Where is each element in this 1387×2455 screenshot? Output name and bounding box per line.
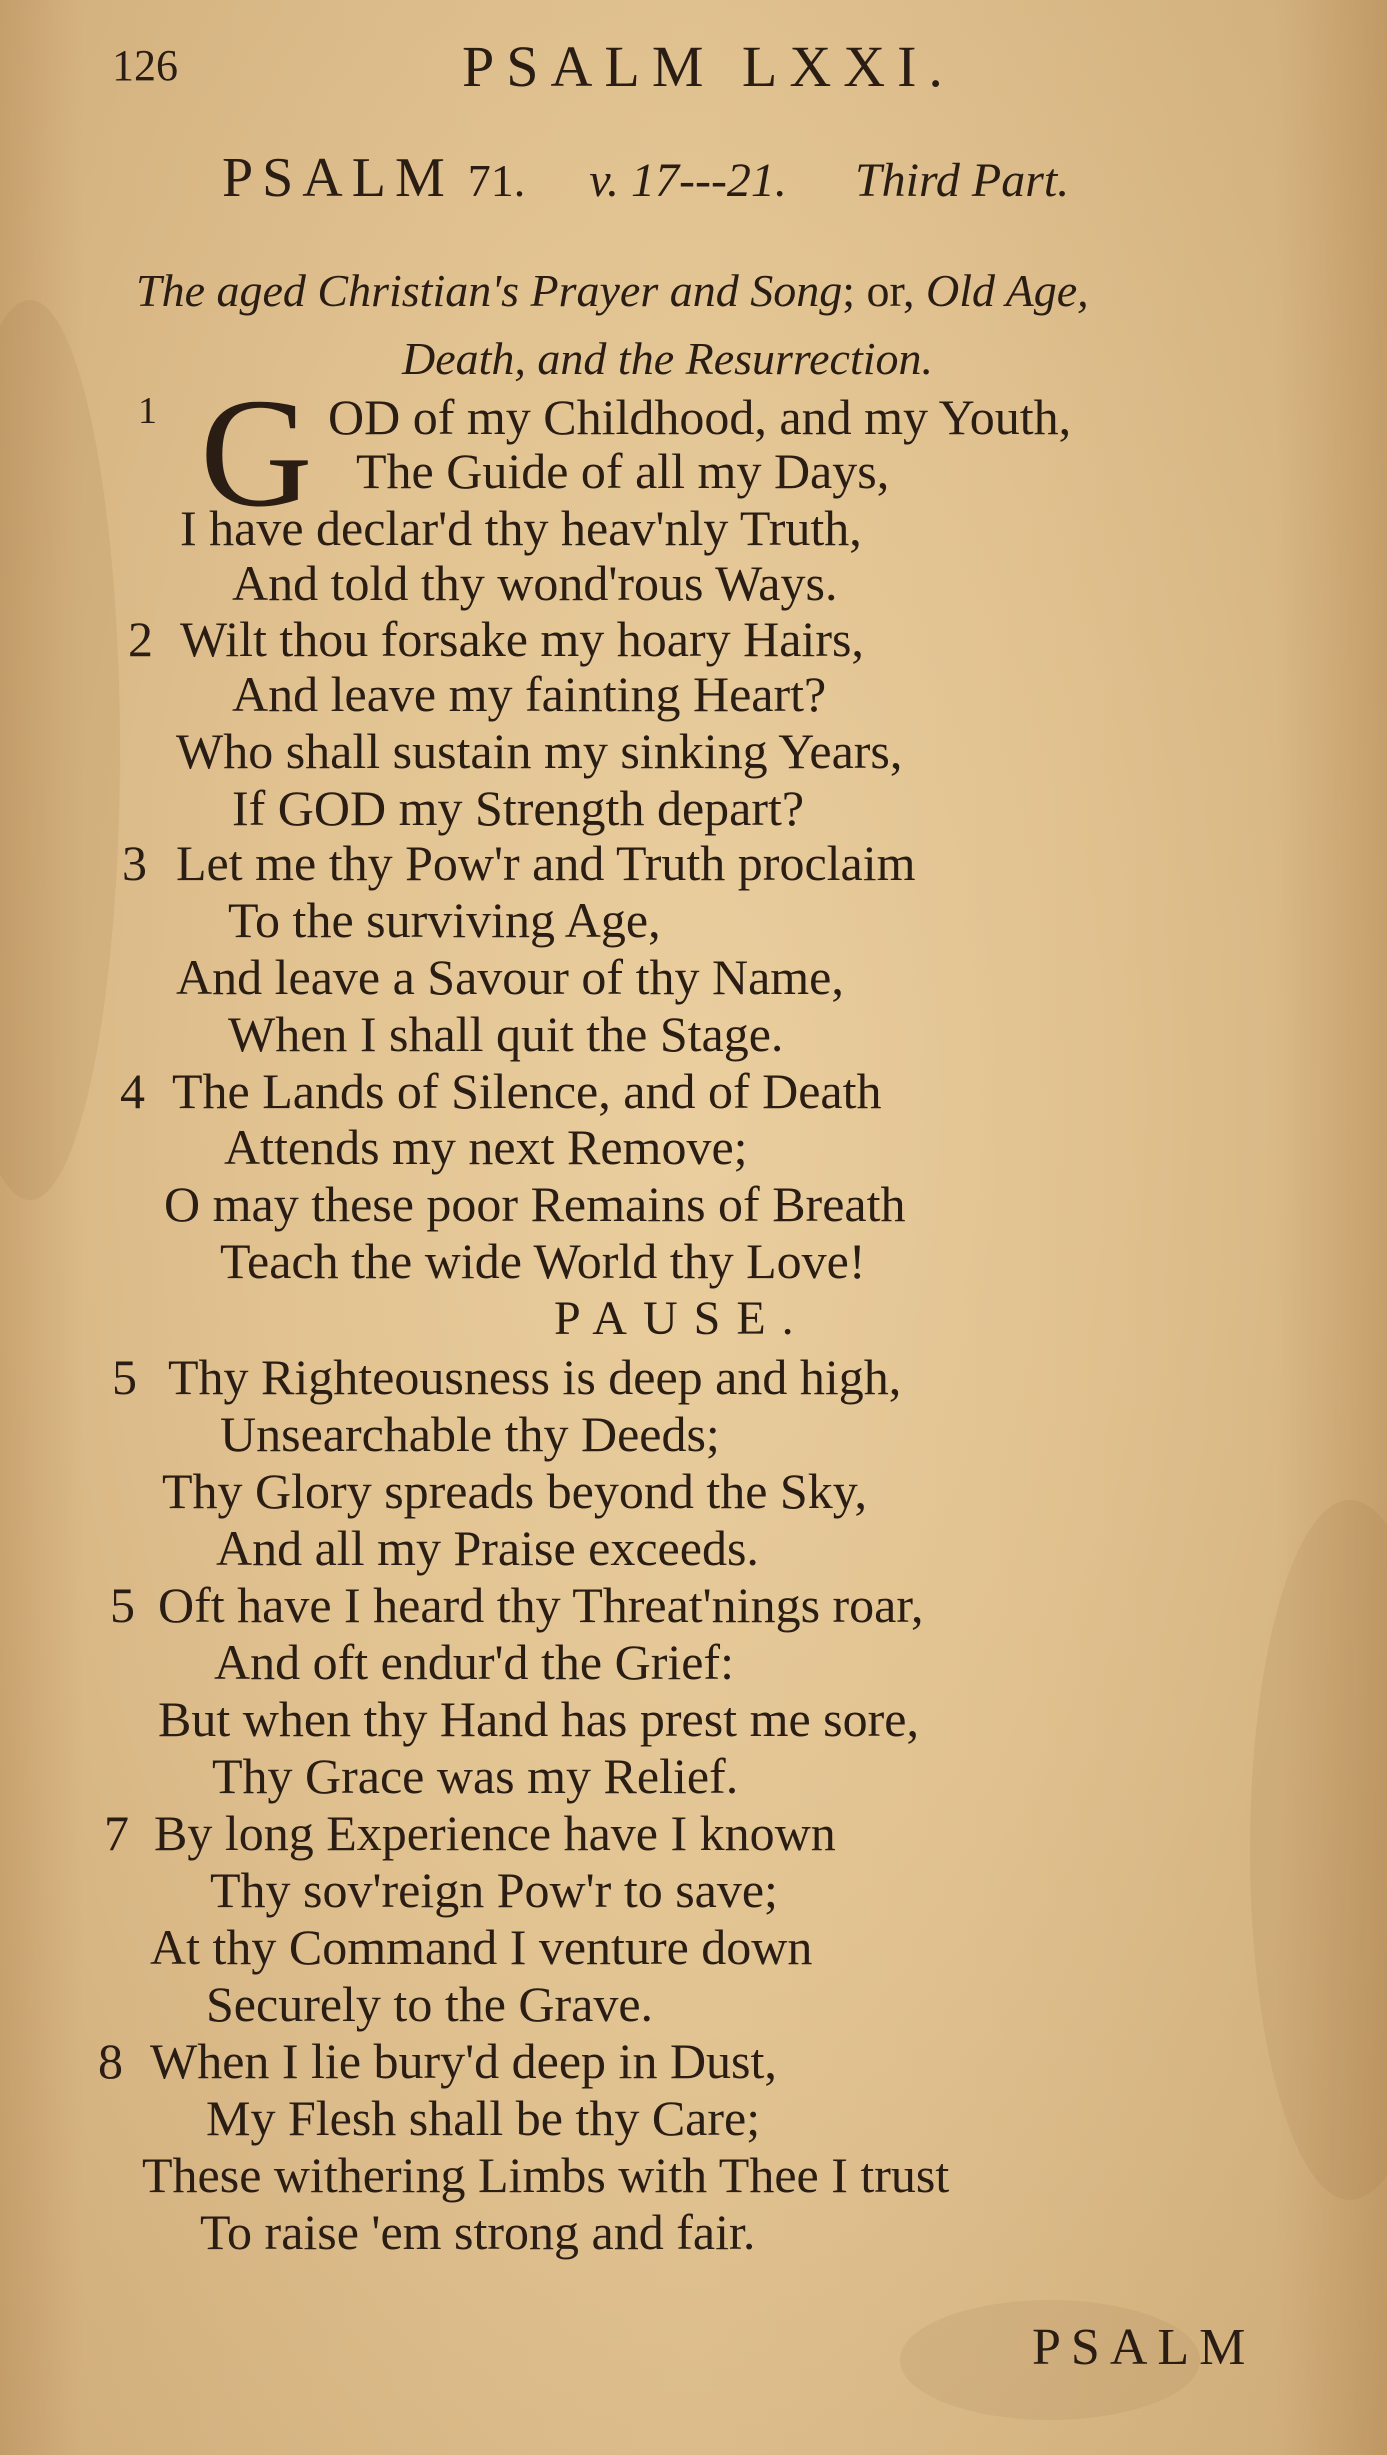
paper-stain — [1250, 1500, 1387, 2200]
verse-line: These withering Limbs with Thee I trust — [142, 2147, 950, 2203]
verse-line: Thy Glory spreads beyond the Sky, — [162, 1463, 867, 1519]
verse-number: 8 — [98, 2033, 123, 2089]
psalm-title-line-2: Death, and the Resurrection. — [402, 333, 934, 384]
verse-line: My Flesh shall be thy Care; — [206, 2090, 761, 2146]
psalm-title-part-b: Old Age, — [925, 265, 1089, 316]
psalm-heading-number: 71. — [467, 155, 526, 206]
psalm-title-part-a: The aged Christian's Prayer and Song — [136, 265, 843, 316]
verse-line: Who shall sustain my sinking Years, — [176, 723, 903, 779]
verse-number: 4 — [120, 1063, 145, 1119]
verse-number: 7 — [104, 1805, 129, 1861]
psalm-heading-verses: v. 17---21. — [589, 154, 787, 207]
verse-line: To the surviving Age, — [228, 892, 661, 948]
verse-line: When I shall quit the Stage. — [228, 1006, 784, 1062]
drop-cap: G — [200, 366, 313, 539]
verse-number: 3 — [122, 835, 147, 891]
verse-line: Unsearchable thy Deeds; — [220, 1406, 720, 1462]
verse-line: If GOD my Strength depart? — [232, 780, 805, 836]
verse-line: Oft have I heard thy Threat'nings roar, — [158, 1577, 924, 1633]
verse-line: I have declar'd thy heav'nly Truth, — [180, 500, 862, 556]
verse-line: To raise 'em strong and fair. — [200, 2204, 756, 2260]
verse-line: Teach the wide World thy Love! — [220, 1233, 866, 1289]
verse-number: 5 — [110, 1577, 135, 1633]
verse-line: The Lands of Silence, and of Death — [172, 1063, 882, 1119]
verse-line: Thy Grace was my Relief. — [212, 1748, 739, 1804]
verse-line: Let me thy Pow'r and Truth proclaim — [176, 835, 916, 891]
verse-line: Wilt thou forsake my hoary Hairs, — [180, 611, 864, 667]
verse-line: Thy Righteousness is deep and high, — [168, 1349, 902, 1405]
verse-number: 2 — [128, 611, 153, 667]
verse-line: By long Experience have I known — [154, 1805, 836, 1861]
verse-number: 5 — [112, 1349, 137, 1405]
verse-line: When I lie bury'd deep in Dust, — [150, 2033, 777, 2089]
verse-line: Attends my next Remove; — [224, 1119, 748, 1175]
psalm-heading-word: PSALM — [222, 147, 454, 209]
verse-line: Securely to the Grave. — [206, 1976, 654, 2032]
verse-line: OD of my Childhood, and my Youth, — [328, 389, 1072, 445]
verse-line: And oft endur'd the Grief: — [214, 1634, 734, 1690]
verse-line: But when thy Hand has prest me sore, — [158, 1691, 919, 1747]
psalm-title-connector: ; or, — [842, 265, 915, 316]
verse-line: The Guide of all my Days, — [356, 443, 890, 499]
running-title: PSALM LXXI. — [462, 34, 955, 99]
verse-line: And all my Praise exceeds. — [216, 1520, 759, 1576]
paper-stain — [0, 300, 120, 1200]
catchword: PSALM — [1032, 2319, 1256, 2376]
verse-line: O may these poor Remains of Breath — [164, 1176, 906, 1232]
page-number: 126 — [112, 41, 178, 90]
pause-marker: PAUSE. — [554, 1292, 810, 1345]
psalm-heading — [222, 147, 1070, 209]
verse-line: And told thy wond'rous Ways. — [232, 555, 838, 611]
psalm-title-line-1 — [136, 265, 1089, 316]
psalm-heading-part: Third Part. — [854, 154, 1070, 207]
verse-line: And leave my fainting Heart? — [232, 666, 827, 722]
verse-line: And leave a Savour of thy Name, — [176, 949, 844, 1005]
verse-line: At thy Command I venture down — [150, 1919, 813, 1975]
verse-line: Thy sov'reign Pow'r to save; — [210, 1862, 778, 1918]
verse-number: 1 — [138, 390, 157, 432]
